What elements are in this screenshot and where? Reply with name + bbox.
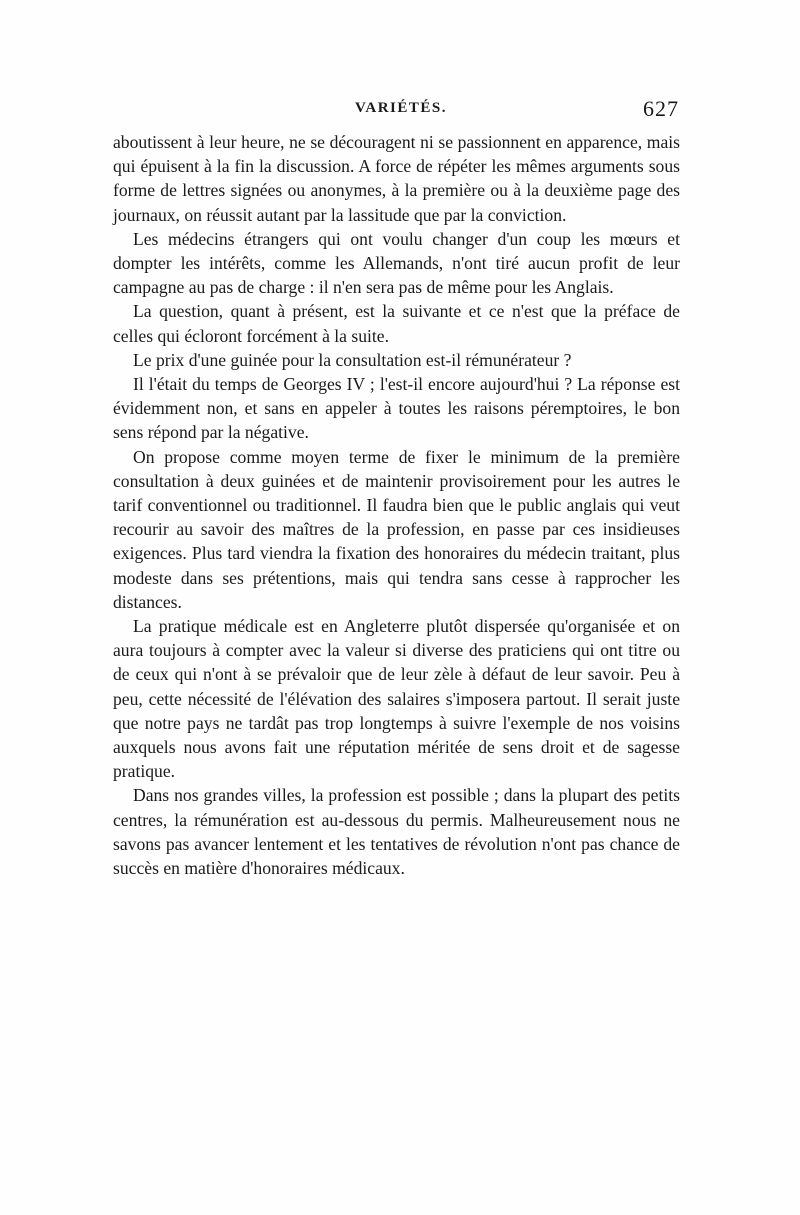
paragraph-proposal: On propose comme moyen terme de fixer le minimum de la première consultation à deux guinées et de maintenir provisoirement pour les autres le tarif conventionnel ou traditionnel. Il faudra bien que le public anglais qui veut recourir au savoir des maîtres de la profession, en passe par ces insidieuses exigences. Plus tard viendra la fixation des honoraires du médecin traitant, plus modeste dans ses prétentions, mais qui tendra sans cesse à rapprocher les distances.	[113, 446, 680, 612]
paragraph-guinea-price: Le prix d'une guinée pour la consultation est-il rémunérateur ?	[133, 349, 572, 370]
running-header	[113, 96, 679, 124]
paragraph-medical-practice: La pratique médicale est en Angleterre plutôt dispersée qu'organisée et on aura toujours à compter avec la valeur si diverse des praticiens qui ont titre ou de ceux qui n'ont à se prévaloir que de leur zèle à défaut de leur savoir. Peu à peu, cette nécessité de l'élévation des salaires s'imposera partout. Il serait juste que notre pays ne tardât pas trop longtemps à suivre l'exemple de nos voisins auxquels nous avons fait une réputation méritée de sens droit et de sagesse pratique.	[113, 616, 680, 782]
page-number: 627	[643, 96, 679, 121]
paragraph-conclusion: Dans nos grandes villes, la profession est possible ; dans la plupart des petits centres, la rémunération est au-dessous du permis. Malheureusement nous ne savons pas avancer lentement et les tentatives de révolution n'ont pas chance de succès en matière d'honoraires médicaux.	[113, 785, 680, 879]
paragraph-foreign-doctors: Les médecins étrangers qui ont voulu changer d'un coup les mœurs et dompter les intérêts, comme les Allemands, n'ont tiré aucun profit de leur campagne au pas de charge : il n'en sera pas de même pour les Anglais.	[113, 228, 680, 298]
paragraph-george-iv: Il l'était du temps de Georges IV ; l'est-il encore aujourd'hui ? La réponse est évidemment non, et sans en appeler à toutes les raisons péremptoires, le bon sens répond par la négative.	[113, 374, 680, 443]
running-title: VARIÉTÉS.	[354, 100, 447, 116]
body-text	[113, 130, 680, 880]
paragraph-question: La question, quant à présent, est la suivante et ce n'est que la préface de celles qui écloront forcément à la suite.	[113, 301, 680, 346]
paragraph-continuation: aboutissent à leur heure, ne se découragent ni se passionnent en apparence, mais qui épuisent à la fin la discussion. A force de répéter les mêmes arguments sous forme de lettres signées ou anonymes, à la première ou à la deuxième page des journaux, on réussit autant par la lassitude que par la conviction.	[113, 132, 680, 225]
